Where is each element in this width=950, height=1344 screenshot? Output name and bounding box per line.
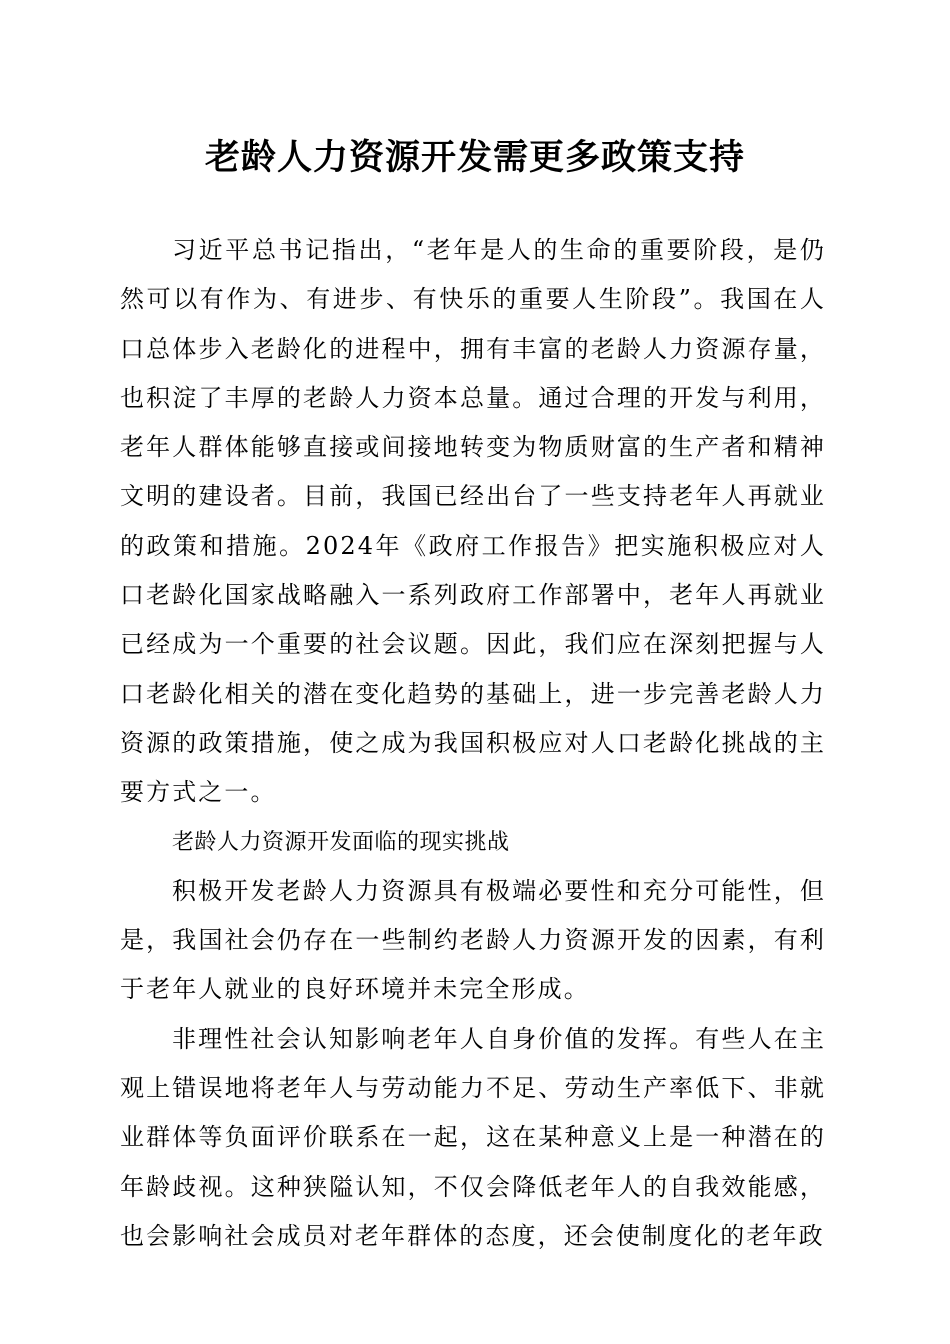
document-title: 老龄人力资源开发需更多政策支持: [204, 137, 745, 178]
section-heading: 老龄人力资源开发面临的现实挑战: [172, 829, 510, 855]
paragraph-social-cognition: 非理性社会认知影响老年人自身价值的发挥。有些人在主观上错误地将老年人与劳动能力不足、劳动生产率低下、非就业群体等负面评价联系在一起，这在某种意义上是一种潜在的年龄歧视。这种狭隘认知，不仅会降低老年人的自我效能感，也会影响社会成员对老年群体的态度，还会使制度化的老年政: [120, 1024, 826, 1250]
paragraph-intro: 习近平总书记指出，“老年是人的生命的重要阶段，是仍然可以有作为、有进步、有快乐的重要人生阶段”。我国在人口总体步入老龄化的进程中，拥有丰富的老龄人力资源存量，也积淀了丰厚的老龄人力资本总量。通过合理的开发与利用，老年人群体能够直接或间接地转变为物质财富的生产者和精神文明的建设者。目前，我国已经出台了一些支持老年人再就业的政策和措施。2024年《政府工作报告》把实施积极应对人口老龄化国家战略融入一系列政府工作部署中，老年人再就业已经成为一个重要的社会议题。因此，我们应在深刻把握与人口老龄化相关的潜在变化趋势的基础上，进一步完善老龄人力资源的政策措施，使之成为我国积极应对人口老龄化挑战的主要方式之一。: [120, 236, 826, 807]
paragraph-challenges: 积极开发老龄人力资源具有极端必要性和充分可能性，但是，我国社会仍存在一些制约老龄人力资源开发的因素，有利于老年人就业的良好环境并未完全形成。: [120, 876, 826, 1004]
document-body: [120, 226, 826, 1261]
